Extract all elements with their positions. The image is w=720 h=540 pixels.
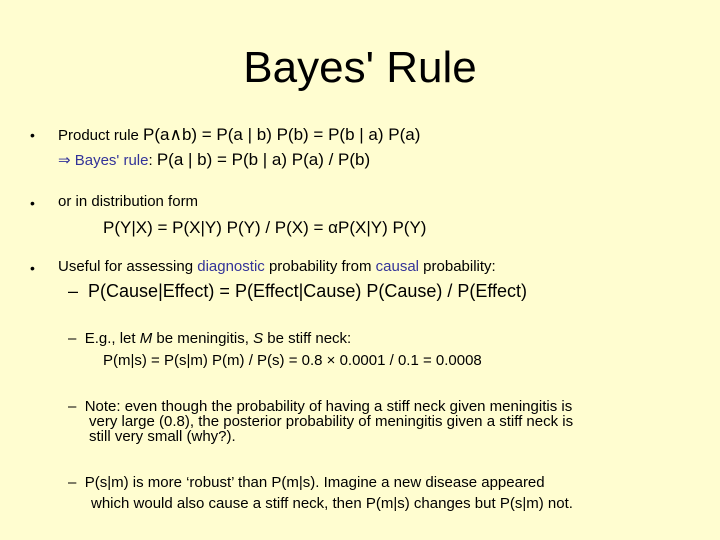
dash-1: – [68, 281, 79, 301]
note-line-1: Note: even though the probability of having a stiff neck given meningitis is [84, 398, 573, 415]
bayes-rule-label: ⇒ Bayes' rule [58, 152, 149, 169]
eg-text-3: be stiff neck: [263, 330, 352, 347]
useful-text-3: probability: [419, 258, 496, 275]
bayes-rule-formula: P(a | b) = P(b | a) P(a) / P(b) [156, 150, 371, 169]
m-var: M [139, 330, 153, 347]
s-var: S [253, 330, 264, 347]
note-line-2: very large (0.8), the posterior probability of meningitis given a stiff neck is [89, 413, 574, 430]
meningitis-calc: P(m|s) = P(s|m) P(m) / P(s) = 0.8 × 0.0001 / 0.1 = 0.0008 [103, 352, 482, 369]
bullet-1-line-2 [58, 150, 370, 170]
dash-3: – [68, 398, 77, 415]
product-rule-label: Product rule [58, 127, 144, 144]
eg-text-1: E.g., let [84, 330, 140, 347]
dash-2: – [68, 330, 77, 347]
sub-4-line-1 [68, 474, 545, 491]
slide-title: Bayes' Rule [243, 43, 477, 92]
bayes-rule-colon: : [148, 152, 157, 169]
bullet-2-marker: • [30, 195, 35, 211]
diagnostic-word: diagnostic [197, 258, 265, 275]
sub-1 [68, 281, 527, 302]
bullet-1-line-1 [58, 125, 420, 145]
useful-text-1: Useful for assessing [58, 258, 198, 275]
useful-text-2: probability from [264, 258, 376, 275]
sub-3-line-1 [68, 399, 572, 414]
robust-line-2: which would also cause a stiff neck, then P(m|s) changes but P(s|m) not. [91, 495, 573, 512]
bullet-3-marker: • [30, 260, 35, 276]
sub-2-line-1 [68, 330, 351, 347]
eg-text-2: be meningitis, [152, 330, 254, 347]
bullet-1-marker: • [30, 127, 35, 143]
distribution-form-text: or in distribution form [58, 193, 199, 210]
dash-4: – [68, 474, 77, 491]
product-rule-formula: P(a∧b) = P(a | b) P(b) = P(b | a) P(a) [143, 125, 421, 144]
distribution-form-formula: P(Y|X) = P(X|Y) P(Y) / P(X) = αP(X|Y) P(Y) [103, 218, 427, 237]
note-line-3: still very small (why?). [89, 428, 236, 445]
cause-effect-formula: P(Cause|Effect) = P(Effect|Cause) P(Cause) / P(Effect) [88, 281, 528, 301]
bullet-3-line [58, 258, 496, 275]
causal-word: causal [375, 258, 420, 275]
robust-line-1: P(s|m) is more ‘robust’ than P(m|s). Imagine a new disease appeared [84, 474, 545, 491]
